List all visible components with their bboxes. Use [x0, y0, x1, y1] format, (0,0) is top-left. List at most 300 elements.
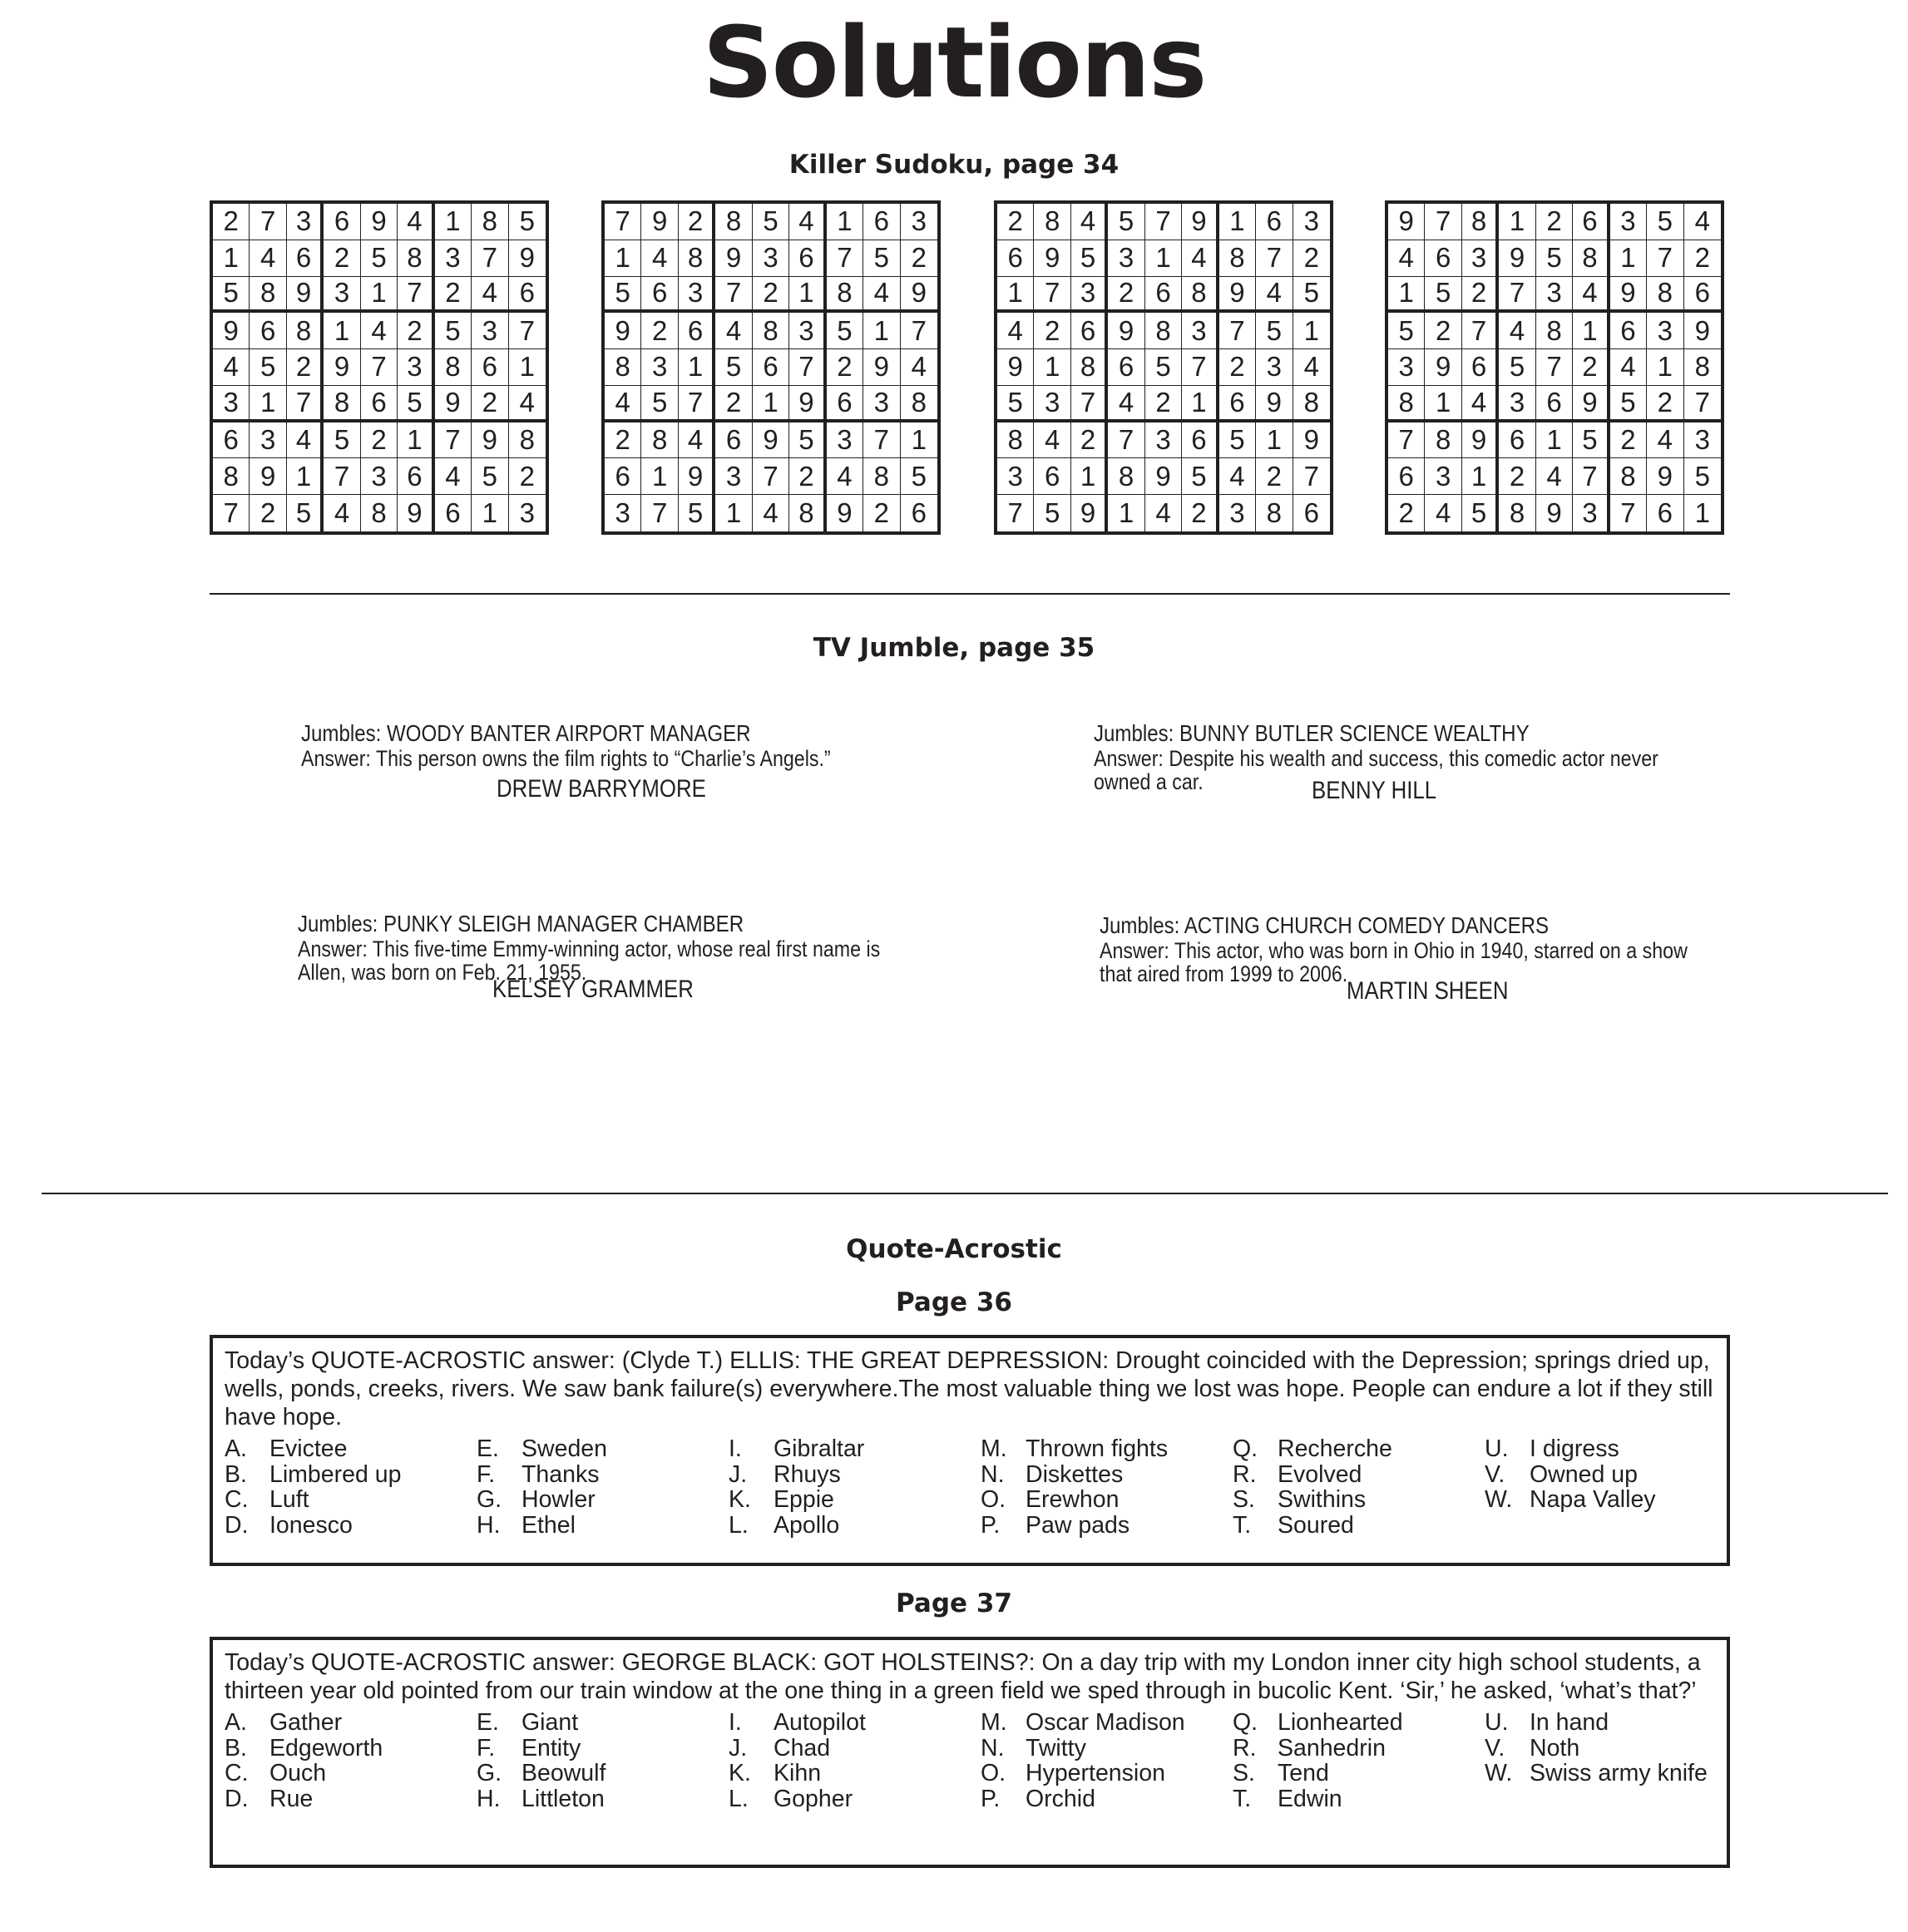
clue-word: Limbered up	[269, 1460, 402, 1488]
jumble-heading: TV Jumble, page 35	[813, 633, 1095, 663]
sudoku-cell: 7	[509, 313, 546, 349]
clue-word: Swiss army knife	[1530, 1760, 1708, 1786]
sudoku-cell: 9	[753, 422, 789, 459]
sudoku-cell: 8	[1573, 240, 1609, 277]
clue-word: Ionesco	[269, 1511, 353, 1539]
sudoku-cell: 3	[1145, 422, 1182, 459]
sudoku-cell: 9	[997, 349, 1034, 386]
sudoku-cell: 5	[435, 313, 472, 349]
clue-letter: U.	[1485, 1709, 1509, 1736]
sudoku-cell: 6	[1647, 495, 1683, 531]
sudoku-cell: 8	[789, 495, 826, 531]
sudoku-cell: 3	[827, 422, 863, 459]
clue-column	[1233, 1436, 1485, 1538]
sudoku-cell: 1	[605, 240, 641, 277]
clue-item	[981, 1786, 1233, 1812]
sudoku-cell: 4	[1108, 386, 1144, 422]
sudoku-cell: 8	[1108, 458, 1144, 495]
clue-column	[477, 1710, 729, 1811]
clue-word: Gibraltar	[774, 1435, 865, 1462]
sudoku-cell: 3	[1573, 495, 1609, 531]
clue-word: Owned up	[1530, 1460, 1638, 1488]
clue-word: Ouch	[269, 1760, 327, 1786]
sudoku-cell: 3	[1425, 458, 1461, 495]
clue-letter: H.	[477, 1511, 501, 1539]
sudoku-cell: 9	[213, 313, 250, 349]
sudoku-cell: 8	[1425, 422, 1461, 459]
clue-item	[225, 1761, 477, 1786]
sudoku-cell: 4	[1647, 422, 1683, 459]
jumble-answer: KELSEY GRAMMER	[492, 976, 694, 1003]
clue-letter: P.	[981, 1511, 1001, 1539]
clue-word: Gopher	[774, 1785, 853, 1812]
clue-letter: F.	[477, 1734, 496, 1762]
sudoku-cell: 7	[901, 313, 937, 349]
clue-item	[225, 1786, 477, 1812]
clue-word: Rhuys	[774, 1460, 841, 1488]
clue-item	[729, 1487, 981, 1513]
clue-item	[225, 1710, 477, 1736]
sudoku-cell: 4	[1256, 277, 1293, 314]
sudoku-cell: 4	[213, 349, 250, 386]
clue-letter: V.	[1485, 1734, 1505, 1762]
sudoku-cell: 6	[1256, 204, 1293, 240]
sudoku-cell: 8	[997, 422, 1034, 459]
sudoku-cell: 1	[753, 386, 789, 422]
clue-letter: T.	[1233, 1511, 1252, 1539]
clue-letter: O.	[981, 1760, 1006, 1786]
sudoku-cell: 3	[213, 386, 250, 422]
sudoku-cell: 1	[361, 277, 398, 314]
sudoku-cell: 3	[435, 240, 472, 277]
clue-letter: S.	[1233, 1486, 1255, 1513]
sudoku-cell: 8	[1610, 458, 1647, 495]
sudoku-cell: 8	[827, 277, 863, 314]
sudoku-cell: 8	[1034, 204, 1070, 240]
sudoku-cell: 7	[789, 349, 826, 386]
sudoku-cell: 6	[997, 240, 1034, 277]
clue-item	[729, 1462, 981, 1488]
sudoku-cell: 4	[715, 313, 752, 349]
clue-item	[1233, 1786, 1485, 1812]
sudoku-cell: 6	[1034, 458, 1070, 495]
clue-word: I digress	[1530, 1435, 1619, 1462]
clue-letter: L.	[729, 1785, 749, 1812]
sudoku-cell: 7	[1219, 313, 1256, 349]
sudoku-cell: 1	[1293, 313, 1330, 349]
sudoku-cell: 5	[1219, 422, 1256, 459]
sudoku-cell: 1	[1694, 497, 1710, 529]
clue-word: Lionhearted	[1278, 1709, 1403, 1736]
sudoku-cell: 6	[1145, 277, 1182, 314]
sudoku-cell: 7	[1647, 240, 1683, 277]
sudoku-cell: 3	[789, 313, 826, 349]
clue-word: Tend	[1278, 1760, 1329, 1786]
sudoku-cell: 3	[715, 458, 752, 495]
sudoku-cell: 1	[1647, 349, 1683, 386]
sudoku-cell: 1	[789, 277, 826, 314]
sudoku-cell: 1	[213, 240, 250, 277]
clue-item	[729, 1736, 981, 1762]
clue-item	[225, 1487, 477, 1513]
clue-letter: B.	[225, 1734, 247, 1762]
clue-word: Sweden	[521, 1435, 607, 1462]
clue-letter: H.	[477, 1785, 501, 1812]
sudoku-cell: 8	[1219, 240, 1256, 277]
sudoku-cell: 4	[1293, 349, 1330, 386]
sudoku-cell: 4	[287, 422, 324, 459]
sudoku-cell: 3	[519, 497, 535, 529]
sudoku-cell: 7	[753, 458, 789, 495]
clue-item	[1485, 1710, 1737, 1736]
sudoku-cell: 6	[509, 277, 546, 314]
sudoku-cell: 2	[472, 386, 508, 422]
sudoku-cell: 4	[827, 458, 863, 495]
sudoku-cell: 4	[789, 204, 826, 240]
clue-word: Autopilot	[774, 1709, 866, 1736]
sudoku-cell: 8	[679, 240, 715, 277]
sudoku-cell: 2	[863, 495, 900, 531]
sudoku-cell: 5	[250, 349, 286, 386]
clue-item	[1233, 1736, 1485, 1762]
sudoku-cell: 4	[1462, 386, 1499, 422]
sudoku-cell: 9	[1573, 386, 1609, 422]
clue-item	[477, 1436, 729, 1462]
clue-letter: C.	[225, 1760, 249, 1786]
clue-letter: R.	[1233, 1734, 1257, 1762]
sudoku-cell: 3	[1219, 495, 1256, 531]
sudoku-cell: 9	[1256, 386, 1293, 422]
sudoku-cell: 6	[605, 458, 641, 495]
clue-word: Chad	[774, 1734, 831, 1762]
sudoku-cell: 3	[641, 349, 678, 386]
sudoku-cell: 9	[1499, 240, 1535, 277]
sudoku-cell: 5	[213, 277, 250, 314]
sudoku-cell: 7	[1071, 386, 1108, 422]
clue-letter: W.	[1485, 1486, 1513, 1513]
clue-item	[477, 1786, 729, 1812]
sudoku-cell: 9	[641, 204, 678, 240]
sudoku-cell: 9	[1219, 277, 1256, 314]
sudoku-cell: 2	[753, 277, 789, 314]
sudoku-cell: 7	[641, 495, 678, 531]
clue-letter: I.	[729, 1435, 742, 1462]
sudoku-cell: 2	[641, 313, 678, 349]
sudoku-cell: 8	[509, 422, 546, 459]
sudoku-cell: 9	[361, 204, 398, 240]
sudoku-cell: 2	[1610, 422, 1647, 459]
sudoku-cell: 1	[1462, 458, 1499, 495]
clue-letter: M.	[981, 1709, 1007, 1736]
sudoku-cell: 2	[1573, 349, 1609, 386]
sudoku-cell: 1	[827, 204, 863, 240]
sudoku-cell: 3	[324, 277, 360, 314]
sudoku-grid-2	[601, 200, 941, 535]
sudoku-cell: 9	[287, 277, 324, 314]
sudoku-cell: 2	[361, 422, 398, 459]
clue-word: Soured	[1278, 1511, 1354, 1539]
clue-letter: R.	[1233, 1460, 1257, 1488]
sudoku-cell: 9	[398, 495, 434, 531]
clue-item	[477, 1487, 729, 1513]
clue-word: Giant	[521, 1709, 579, 1736]
clue-item	[477, 1710, 729, 1736]
sudoku-cell: 6	[1303, 497, 1319, 529]
sudoku-cell: 7	[1499, 277, 1535, 314]
sudoku-cell: 7	[1034, 277, 1070, 314]
clue-column	[1485, 1436, 1737, 1538]
sudoku-cell: 9	[472, 422, 508, 459]
sudoku-cell: 1	[997, 277, 1034, 314]
sudoku-cell: 5	[1573, 422, 1609, 459]
sudoku-cell: 3	[1388, 349, 1425, 386]
section-divider	[42, 1193, 1888, 1194]
sudoku-cell: 1	[1071, 458, 1108, 495]
sudoku-cell: 7	[1610, 495, 1647, 531]
sudoku-cell: 2	[1293, 240, 1330, 277]
sudoku-cell: 5	[789, 422, 826, 459]
sudoku-cell: 2	[827, 349, 863, 386]
sudoku-cell: 4	[1034, 422, 1070, 459]
sudoku-cell: 4	[472, 277, 508, 314]
acrostic-clue-grid	[225, 1436, 1715, 1538]
clue-word: Recherche	[1278, 1435, 1392, 1462]
clue-column	[477, 1436, 729, 1538]
sudoku-cell: 2	[250, 495, 286, 531]
sudoku-cell: 3	[1182, 313, 1218, 349]
clue-item	[1233, 1710, 1485, 1736]
clue-letter: Q.	[1233, 1435, 1258, 1462]
clue-item	[477, 1736, 729, 1762]
sudoku-cell: 6	[679, 313, 715, 349]
sudoku-cell: 9	[1293, 422, 1330, 459]
clue-letter: V.	[1485, 1460, 1505, 1488]
clue-letter: S.	[1233, 1760, 1255, 1786]
sudoku-cell: 9	[679, 458, 715, 495]
sudoku-cell: 4	[1182, 240, 1218, 277]
sudoku-cell: 9	[1462, 422, 1499, 459]
sudoku-cell: 4	[361, 313, 398, 349]
sudoku-cell: 6	[1108, 349, 1144, 386]
sudoku-cell: 8	[1684, 349, 1721, 386]
jumble-question: Answer: This actor, who was born in Ohio in 1940, starred on a show that aired from 1999 to 2006.	[1100, 938, 1688, 986]
sudoku-cell: 7	[827, 240, 863, 277]
jumble-words: Jumbles: PUNKY SLEIGH MANAGER CHAMBER	[298, 911, 744, 936]
sudoku-cell: 3	[1293, 204, 1330, 240]
sudoku-cell: 2	[509, 458, 546, 495]
clue-letter: E.	[477, 1709, 499, 1736]
sudoku-cell: 8	[1499, 495, 1535, 531]
sudoku-cell: 4	[435, 458, 472, 495]
sudoku-cell: 5	[1499, 349, 1535, 386]
clue-word: Howler	[521, 1486, 596, 1513]
clue-item	[729, 1786, 981, 1812]
jumble-question: Answer: This five-time Emmy-winning actor, whose real first name is Allen, was born on Feb. 21, 1955.	[298, 936, 881, 985]
sudoku-cell: 2	[1034, 313, 1070, 349]
sudoku-cell: 4	[641, 240, 678, 277]
sudoku-cell: 6	[1462, 349, 1499, 386]
sudoku-cell: 7	[324, 458, 360, 495]
sudoku-cell: 3	[863, 386, 900, 422]
sudoku-cell: 2	[324, 240, 360, 277]
sudoku-cell: 8	[324, 386, 360, 422]
sudoku-cell: 4	[1071, 204, 1108, 240]
sudoku-cell: 6	[911, 497, 927, 529]
sudoku-cell: 2	[1388, 495, 1425, 531]
sudoku-cell: 7	[1684, 386, 1721, 422]
jumble-item	[1094, 720, 1726, 804]
clue-letter: N.	[981, 1734, 1005, 1762]
sudoku-cell: 9	[789, 386, 826, 422]
sudoku-cell: 6	[1536, 386, 1573, 422]
acrostic-answer-text: Today’s QUOTE-ACROSTIC answer: (Clyde T.) ELLIS: THE GREAT DEPRESSION: Drought coincided with the Depression; springs dried up, wells, ponds, creeks, rivers. We saw bank failure(s) everywhere.The most valuable thing we lost was hope. People can endure a lot if they still have hope.	[225, 1347, 1713, 1430]
sudoku-cell: 6	[641, 277, 678, 314]
sudoku-cell: 4	[509, 386, 546, 422]
jumble-words: Jumbles: BUNNY BUTLER SCIENCE WEALTHY	[1094, 720, 1530, 746]
sudoku-cell: 7	[398, 277, 434, 314]
sudoku-cell: 4	[1388, 240, 1425, 277]
sudoku-cell: 2	[1219, 349, 1256, 386]
clue-item	[1233, 1513, 1485, 1539]
sudoku-cell: 2	[1071, 422, 1108, 459]
sudoku-cell: 6	[789, 240, 826, 277]
sudoku-cell: 6	[827, 386, 863, 422]
sudoku-cell: 5	[1425, 277, 1461, 314]
acrostic-clue-grid	[225, 1710, 1715, 1811]
sudoku-cell: 1	[715, 495, 752, 531]
sudoku-cell: 5	[398, 386, 434, 422]
sudoku-cell: 5	[1388, 313, 1425, 349]
sudoku-cell: 7	[997, 495, 1034, 531]
sudoku-cell: 3	[1647, 313, 1683, 349]
sudoku-cell: 3	[1071, 277, 1108, 314]
sudoku-cell: 6	[1219, 386, 1256, 422]
sudoku-cell: 3	[361, 458, 398, 495]
sudoku-cell: 2	[901, 240, 937, 277]
sudoku-cell: 2	[679, 204, 715, 240]
sudoku-cell: 9	[1536, 495, 1573, 531]
clue-word: Gather	[269, 1709, 343, 1736]
sudoku-cell: 9	[1071, 495, 1108, 531]
sudoku-cell: 1	[679, 349, 715, 386]
sudoku-cell: 8	[398, 240, 434, 277]
sudoku-cell: 5	[1182, 458, 1218, 495]
sudoku-cell: 2	[1499, 458, 1535, 495]
sudoku-cell: 6	[324, 204, 360, 240]
clue-item	[729, 1513, 981, 1539]
clue-word: Apollo	[774, 1511, 840, 1539]
sudoku-cell: 1	[250, 386, 286, 422]
sudoku-cell: 8	[361, 495, 398, 531]
clue-word: Hypertension	[1026, 1760, 1165, 1786]
clue-word: Edgeworth	[269, 1734, 383, 1762]
sudoku-cell: 9	[509, 240, 546, 277]
sudoku-cell: 7	[605, 204, 641, 240]
sudoku-cell: 5	[863, 240, 900, 277]
clue-item	[981, 1487, 1233, 1513]
clue-item	[981, 1436, 1233, 1462]
clue-word: Entity	[521, 1734, 581, 1762]
sudoku-cell: 4	[398, 204, 434, 240]
sudoku-cell: 1	[324, 313, 360, 349]
clue-letter: U.	[1485, 1435, 1509, 1462]
clue-word: Orchid	[1026, 1785, 1095, 1812]
sudoku-cell: 9	[1610, 277, 1647, 314]
sudoku-cell: 1	[435, 204, 472, 240]
sudoku-cell: 1	[398, 422, 434, 459]
clue-item	[477, 1462, 729, 1488]
clue-word: Paw pads	[1026, 1511, 1130, 1539]
clue-letter: Q.	[1233, 1709, 1258, 1736]
sudoku-cell: 5	[605, 277, 641, 314]
clue-letter: K.	[729, 1760, 751, 1786]
clue-item	[729, 1710, 981, 1736]
sudoku-cell: 7	[863, 422, 900, 459]
sudoku-cell: 4	[997, 313, 1034, 349]
acrostic-page-label: Page 36	[896, 1287, 1012, 1317]
acrostic-answer-box	[210, 1335, 1730, 1566]
clue-letter: A.	[225, 1709, 247, 1736]
sudoku-cell: 6	[213, 422, 250, 459]
sudoku-cell: 2	[1108, 277, 1144, 314]
sudoku-cell: 4	[1536, 458, 1573, 495]
sudoku-cell: 7	[1293, 458, 1330, 495]
sudoku-cell: 2	[1536, 204, 1573, 240]
sudoku-cell: 3	[472, 313, 508, 349]
clue-letter: N.	[981, 1460, 1005, 1488]
sudoku-cell: 1	[1536, 422, 1573, 459]
sudoku-cell: 4	[679, 422, 715, 459]
jumble-words: Jumbles: WOODY BANTER AIRPORT MANAGER	[301, 720, 751, 746]
sudoku-cell: 7	[1573, 458, 1609, 495]
clue-column	[729, 1710, 981, 1811]
sudoku-cell: 2	[1647, 386, 1683, 422]
sudoku-cell: 4	[1145, 495, 1182, 531]
sudoku-cell: 7	[1462, 313, 1499, 349]
sudoku-cell: 6	[715, 422, 752, 459]
sudoku-cell: 8	[1462, 204, 1499, 240]
sudoku-cell: 5	[1108, 204, 1144, 240]
clue-letter: J.	[729, 1460, 748, 1488]
clue-letter: L.	[729, 1511, 749, 1539]
clue-word: Napa Valley	[1530, 1486, 1656, 1513]
sudoku-cell: 5	[679, 495, 715, 531]
sudoku-cell: 6	[1388, 458, 1425, 495]
sudoku-cell: 8	[641, 422, 678, 459]
clue-item	[729, 1436, 981, 1462]
sudoku-cell: 3	[287, 204, 324, 240]
sudoku-cell: 5	[287, 495, 324, 531]
sudoku-cell: 5	[1293, 277, 1330, 314]
sudoku-cell: 2	[1425, 313, 1461, 349]
clue-item	[477, 1761, 729, 1786]
sudoku-cell: 5	[1536, 240, 1573, 277]
jumble-item	[301, 720, 933, 803]
sudoku-cell: 2	[1182, 495, 1218, 531]
sudoku-cell: 6	[1182, 422, 1218, 459]
sudoku-cell: 3	[679, 277, 715, 314]
sudoku-cell: 2	[435, 277, 472, 314]
clue-word: Beowulf	[521, 1760, 606, 1786]
clue-item	[981, 1462, 1233, 1488]
sudoku-cell: 2	[213, 204, 250, 240]
sudoku-cell: 7	[1108, 422, 1144, 459]
sudoku-cell: 2	[1256, 458, 1293, 495]
sudoku-cell: 2	[398, 313, 434, 349]
sudoku-cell: 2	[1145, 386, 1182, 422]
clue-word: Ethel	[521, 1511, 576, 1539]
clue-column	[981, 1710, 1233, 1811]
